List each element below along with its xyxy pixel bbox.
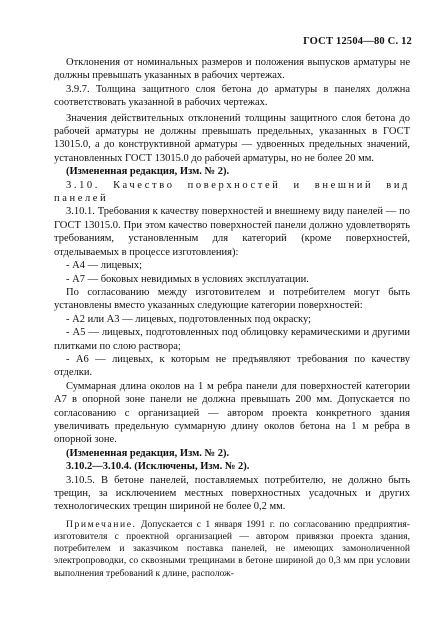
excluded-note: 3.10.2—3.10.4. (Исключены, Изм. № 2). <box>66 461 250 473</box>
footnote-label: Примечание. <box>66 518 137 530</box>
paragraph: Отклонения от номинальных размеров и положения выпусков арматуры не должны превышать указанных в рабочих чертежах. <box>54 57 410 82</box>
paragraph: Значения действительных отклонений толщины защитного слоя бетона до рабочей арматуры не должны превышать предельных, указанных в ГОСТ 13015.0, а до конструктивной арматуры — удвоенных предельных значений, установленных ГОСТ 13015.0 до рабочей арматуры, но не более 20 мм. <box>54 112 410 164</box>
amendment-note: (Измененная редакция, Изм. № 2). <box>66 447 230 459</box>
amendment-note: (Измененная редакция, Изм. № 2). <box>66 166 230 178</box>
footnote <box>54 519 410 580</box>
list-item: - А4 — лицевых; <box>66 260 143 272</box>
document-body <box>54 56 410 580</box>
list-item: - А7 — боковых невидимых в условиях эксплуатации. <box>66 273 309 285</box>
paragraph: 3.9.7. Толщина защитного слоя бетона до арматуры в панелях должна соответствовать указанной в рабочих чертежах. <box>54 83 410 109</box>
paragraph: Суммарная длина околов на 1 м ребра панели для поверхностей категории А7 в опорной зоне панели не должна превышать 200 мм. Допускается по согласованию с организацией — автором проекта конкретного здания увеличивать предельную суммарную длину околов бетона на 1 м ребра в опорной зоне. <box>54 380 410 446</box>
paragraph: По согласованию между изготовителем и потребителем могут быть установлены вместо указанных следующие категории поверхностей: <box>54 286 410 312</box>
list-item: - А2 или А3 — лицевых, подготовленных под окраску; <box>66 313 312 325</box>
section-heading: 3.10. Качество поверхностей и внешний вид панелей <box>54 179 410 205</box>
list-item: - А5 — лицевых, подготовленных под облицовку керамическими и другими плитками по слою раствора; <box>54 327 410 352</box>
footnote-text: Допускается с 1 января 1991 г. по согласованию предприятия-изготовителя с проектной организацией — автором привязки проекта здания, потребителем и заказчиком поставка панелей, не имеющих замоноличенной электропроводки, со сквозными трещинами в бетоне шириной до 0,3 мм при условии выполнения требований к длине, располож- <box>54 518 410 579</box>
paragraph: 3.10.1. Требования к качеству поверхностей и внешнему виду панелей — по ГОСТ 13015.0. При этом качество поверхностей панели должно удовлетворять требованиям, установленным для категорий (кроме поверхностей, отделываемых в процессе изготовления): <box>54 206 410 258</box>
page-header: ГОСТ 12504—80 С. 12 <box>303 36 412 47</box>
paragraph: 3.10.5. В бетоне панелей, поставляемых потребителю, не должно быть трещин, за исключением местных поверхностных усадочных и других технологических трещин шириной не более 0,2 мм. <box>54 474 410 513</box>
list-item: - А6 — лицевых, к которым не предъявляют требования по качеству отделки. <box>54 353 410 379</box>
